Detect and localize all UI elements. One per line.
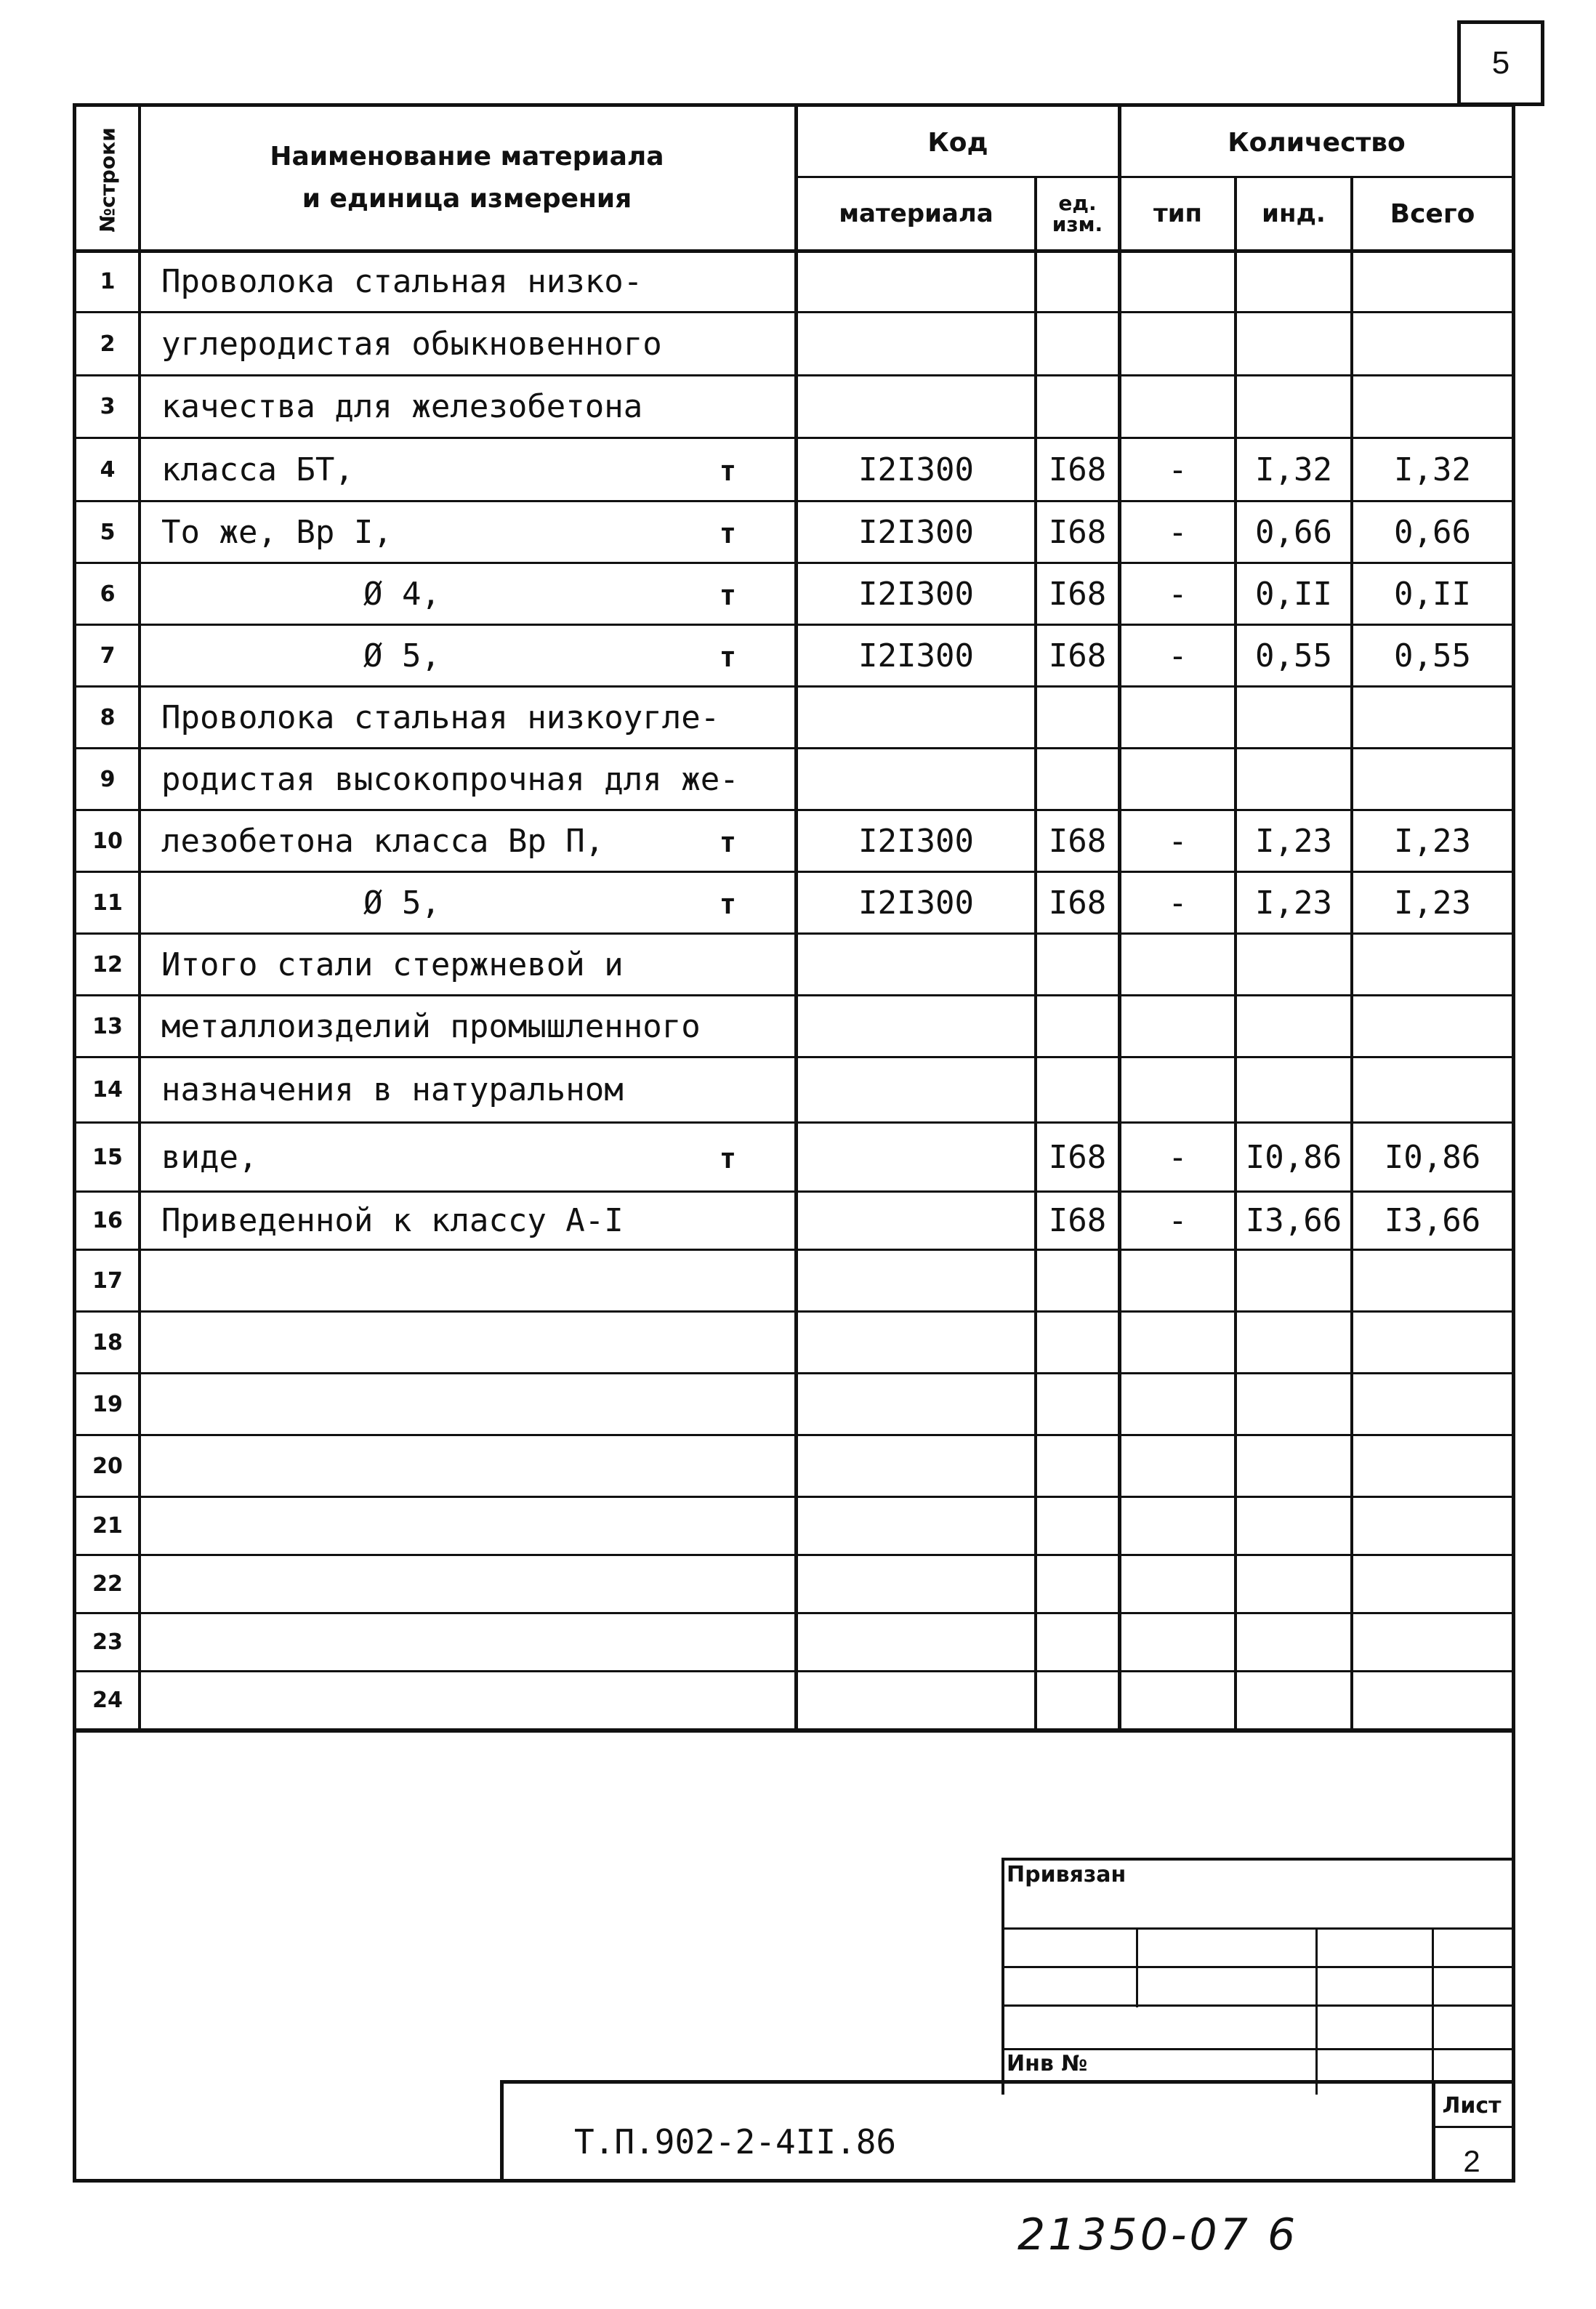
material-name: То же, Вр I, bbox=[161, 513, 392, 551]
cell-code: I2I300 bbox=[858, 575, 974, 613]
stamp-left bbox=[500, 2080, 504, 2182]
tb-line-1 bbox=[1001, 1927, 1514, 1930]
row-number: 10 bbox=[92, 828, 123, 854]
cell-ind: I,23 bbox=[1255, 822, 1332, 860]
sheet-label: Лист bbox=[1442, 2093, 1502, 2119]
row-divider bbox=[73, 871, 1515, 873]
row-divider bbox=[73, 1612, 1515, 1614]
cell-total: I,23 bbox=[1394, 884, 1471, 922]
unit: т bbox=[720, 454, 736, 487]
cell-tip: - bbox=[1168, 822, 1188, 860]
row-divider bbox=[73, 311, 1515, 313]
cell-ind: I0,86 bbox=[1245, 1138, 1342, 1176]
row-divider bbox=[73, 437, 1515, 439]
header-code: Код bbox=[927, 127, 988, 158]
cell-ind: 0,66 bbox=[1255, 513, 1332, 551]
row-number: 15 bbox=[92, 1144, 123, 1170]
row-number: 17 bbox=[92, 1268, 123, 1294]
row-number: 24 bbox=[92, 1688, 123, 1713]
tb-inv-no: Инв № bbox=[1007, 2051, 1088, 2076]
cell-ind: I,32 bbox=[1255, 451, 1332, 488]
header-qty-ind: инд. bbox=[1262, 199, 1326, 228]
table-left-border bbox=[73, 103, 76, 2182]
cell-total: I3,66 bbox=[1384, 1202, 1481, 1239]
cell-ed: I68 bbox=[1048, 1138, 1107, 1176]
row-divider bbox=[73, 374, 1515, 376]
cell-code: I2I300 bbox=[858, 451, 974, 488]
cell-ed: I68 bbox=[1048, 637, 1107, 674]
material-name: углеродистая обыкновенного bbox=[161, 325, 662, 363]
tb-v-3 bbox=[1432, 1927, 1434, 2095]
row-number: 22 bbox=[92, 1571, 123, 1597]
cell-total: I,32 bbox=[1394, 451, 1471, 488]
col-line-tip-ind bbox=[1234, 176, 1237, 1733]
row-divider bbox=[73, 500, 1515, 502]
row-number: 1 bbox=[100, 268, 116, 294]
cell-code: I2I300 bbox=[858, 884, 974, 922]
unit: т bbox=[720, 517, 736, 549]
cell-tip: - bbox=[1168, 884, 1188, 922]
material-name: Ø 5, bbox=[363, 884, 440, 922]
row-divider bbox=[73, 1496, 1515, 1498]
cell-ed: I68 bbox=[1048, 451, 1107, 488]
header-qty-total: Всего bbox=[1390, 198, 1475, 229]
row-number: 12 bbox=[92, 951, 123, 978]
cell-tip: - bbox=[1168, 637, 1188, 674]
tb-line-4 bbox=[1001, 2048, 1514, 2050]
row-number: 3 bbox=[100, 394, 116, 419]
cell-ed: I68 bbox=[1048, 822, 1107, 860]
row-number: 13 bbox=[92, 1013, 123, 1039]
cell-tip: - bbox=[1168, 513, 1188, 551]
row-divider bbox=[73, 1434, 1515, 1436]
row-divider bbox=[73, 932, 1515, 935]
row-divider bbox=[73, 809, 1515, 811]
material-name: качества для железобетона bbox=[161, 388, 643, 425]
cell-ed: I68 bbox=[1048, 884, 1107, 922]
tb-privyazan: Привязан bbox=[1007, 1862, 1127, 1887]
cell-total: 0,55 bbox=[1394, 637, 1471, 674]
cell-code: I2I300 bbox=[858, 822, 974, 860]
row-divider bbox=[73, 994, 1515, 996]
row-number: 9 bbox=[100, 766, 116, 792]
sheet-box-divider bbox=[1432, 2126, 1515, 2128]
cell-ind: I3,66 bbox=[1245, 1202, 1342, 1239]
row-number: 14 bbox=[92, 1077, 123, 1103]
tb-frame-left bbox=[1001, 1858, 1004, 2095]
table-right-border bbox=[1512, 103, 1515, 2182]
material-name: Проволока стальная низкоугле- bbox=[161, 698, 720, 736]
row-divider bbox=[73, 1728, 1515, 1730]
row-number: 7 bbox=[100, 642, 116, 669]
row-divider bbox=[73, 1190, 1515, 1193]
material-name: Итого стали стержневой и bbox=[161, 946, 624, 983]
row-number: 4 bbox=[100, 456, 116, 483]
row-number: 23 bbox=[92, 1629, 123, 1655]
unit: т bbox=[720, 579, 736, 611]
row-number: 8 bbox=[100, 704, 116, 730]
row-divider bbox=[73, 562, 1515, 564]
cell-ed: I68 bbox=[1048, 575, 1107, 613]
unit: т bbox=[720, 826, 736, 858]
row-number: 5 bbox=[100, 519, 116, 545]
cell-code: I2I300 bbox=[858, 513, 974, 551]
header-code-material: материала bbox=[839, 199, 994, 228]
tb-v-1 bbox=[1136, 1927, 1138, 2007]
row-number: 19 bbox=[92, 1391, 123, 1417]
row-number: 20 bbox=[92, 1453, 123, 1479]
material-name: назначения в натуральном bbox=[161, 1071, 624, 1108]
row-number: 11 bbox=[92, 890, 123, 916]
document-code: Т.П.902-2-4II.86 bbox=[574, 2122, 897, 2161]
material-name: лезобетона класса Вр П, bbox=[161, 822, 605, 860]
row-divider bbox=[73, 1670, 1515, 1672]
cell-total: 0,66 bbox=[1394, 513, 1471, 551]
stamp-top bbox=[500, 2080, 1514, 2084]
cell-tip: - bbox=[1168, 1202, 1188, 1239]
row-divider bbox=[73, 685, 1515, 688]
row-divider bbox=[73, 624, 1515, 626]
cell-ed: I68 bbox=[1048, 1202, 1107, 1239]
row-number: 16 bbox=[92, 1208, 123, 1233]
row-divider bbox=[73, 747, 1515, 749]
cell-code: I2I300 bbox=[858, 637, 974, 674]
header-code-unit: ед. изм. bbox=[1052, 190, 1103, 236]
material-name: родистая высокопрочная для же- bbox=[161, 760, 739, 798]
row-divider bbox=[73, 1310, 1515, 1313]
row-divider bbox=[73, 1554, 1515, 1556]
material-name: класса БТ, bbox=[161, 451, 354, 488]
tb-frame-top bbox=[1001, 1858, 1514, 1861]
header-material-name: Наименование материала и единица измерения bbox=[270, 142, 664, 214]
cell-ind: 0,55 bbox=[1255, 637, 1332, 674]
row-number: 18 bbox=[92, 1329, 123, 1355]
cell-ed: I68 bbox=[1048, 513, 1107, 551]
row-divider bbox=[73, 1249, 1515, 1251]
material-name: Ø 4, bbox=[363, 575, 440, 613]
unit: т bbox=[720, 887, 736, 920]
cell-tip: - bbox=[1168, 1138, 1188, 1176]
tb-line-2 bbox=[1001, 1966, 1514, 1968]
material-name: виде, bbox=[161, 1138, 258, 1176]
cell-total: 0,II bbox=[1394, 575, 1471, 613]
cell-tip: - bbox=[1168, 451, 1188, 488]
row-divider bbox=[73, 1121, 1515, 1124]
col-line-code-unit bbox=[1034, 176, 1037, 1733]
cell-total: I,23 bbox=[1394, 822, 1471, 860]
sheet-number: 2 bbox=[1463, 2144, 1480, 2178]
tb-v-2 bbox=[1315, 1927, 1318, 2095]
col-line-ind-total bbox=[1350, 176, 1353, 1733]
row-number: 6 bbox=[100, 581, 116, 607]
header-quantity: Количество bbox=[1228, 127, 1406, 158]
unit: т bbox=[720, 1142, 736, 1174]
cell-total: I0,86 bbox=[1384, 1138, 1481, 1176]
row-number: 21 bbox=[92, 1513, 123, 1539]
unit: т bbox=[720, 640, 736, 673]
row-number: 2 bbox=[100, 331, 116, 357]
cell-tip: - bbox=[1168, 575, 1188, 613]
handwritten-number: 21350-07 6 bbox=[1017, 2209, 1299, 2260]
material-name: металлоизделий промышленного bbox=[161, 1007, 701, 1045]
header-qty-type: тип bbox=[1153, 199, 1203, 228]
header-row-number: №строки bbox=[95, 127, 120, 233]
page-bottom-border bbox=[73, 2179, 1515, 2183]
page-number: 5 bbox=[1457, 20, 1544, 106]
col-line-rownum bbox=[138, 103, 141, 1733]
material-name: Проволока стальная низко- bbox=[161, 262, 643, 300]
cell-ind: I,23 bbox=[1255, 884, 1332, 922]
row-divider bbox=[73, 1372, 1515, 1374]
material-name: Приведенной к классу А-I bbox=[161, 1202, 624, 1239]
cell-ind: 0,II bbox=[1255, 575, 1332, 613]
row-divider bbox=[73, 1056, 1515, 1058]
tb-line-3 bbox=[1001, 2004, 1514, 2007]
material-name: Ø 5, bbox=[363, 637, 440, 674]
